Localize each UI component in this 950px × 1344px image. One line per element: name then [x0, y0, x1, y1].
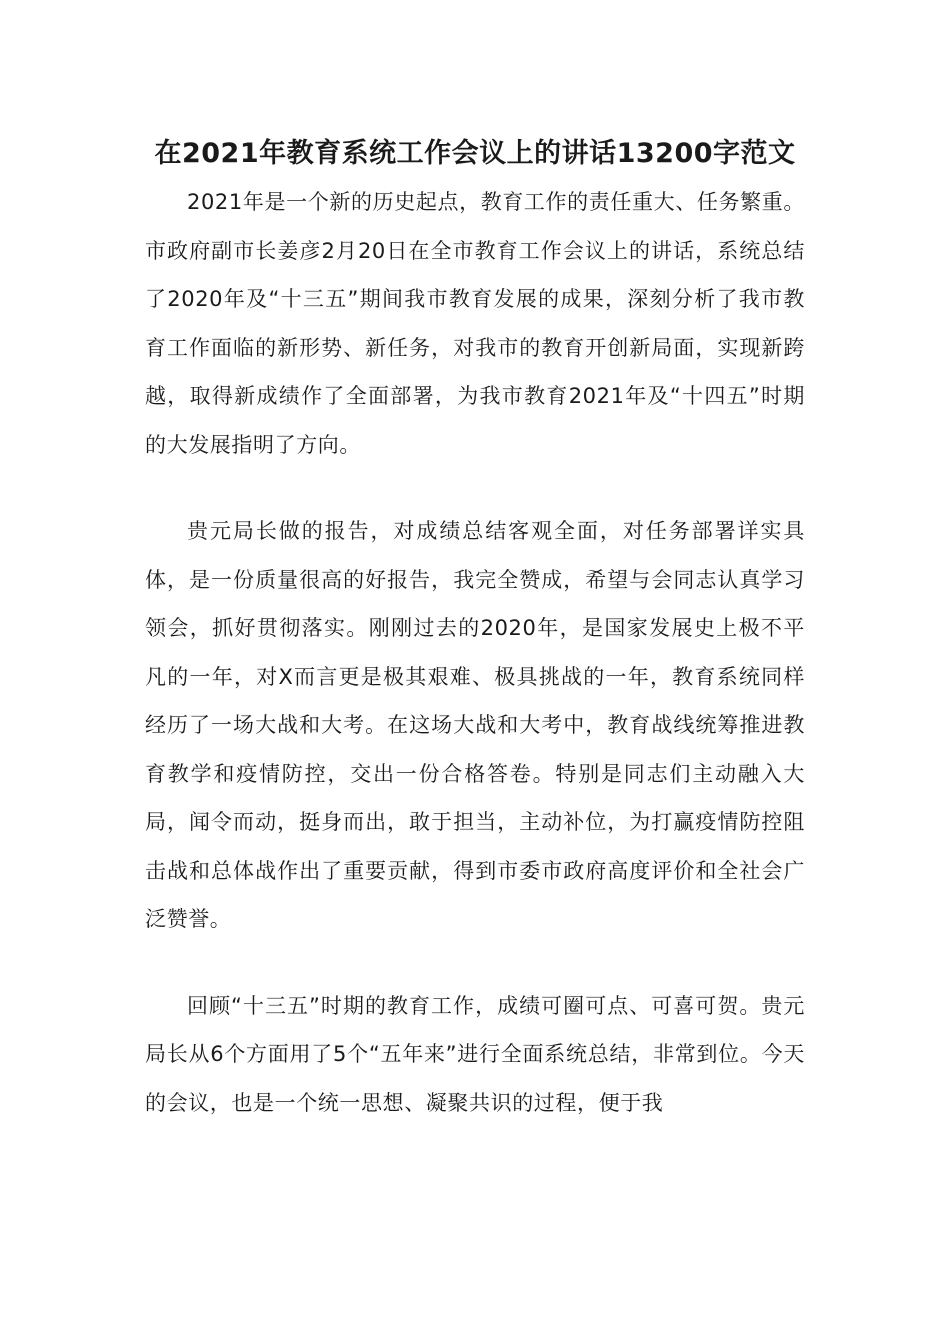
paragraph-2: 贵元局长做的报告，对成绩总结客观全面，对任务部署详实具体，是一份质量很高的好报告，我完全赞成，希望与会同志认真学习领会，抓好贯彻落实。刚刚过去的2020年，是国家发展史上极不平凡的一年，对X而言更是极其艰难、极具挑战的一年，教育系统同样经历了一场大战和大考。在这场大战和大考中，教育战线统筹推进教育教学和疫情防控，交出一份合格答卷。特别是同志们主动融入大局，闻令而动，挺身而出，敢于担当，主动补位，为打赢疫情防控阻击战和总体战作出了重要贡献，得到市委市政府高度评价和全社会广泛赞誉。 — [145, 519, 805, 931]
document-title: 在2021年教育系统工作会议上的讲话13200字范文 — [154, 138, 796, 169]
paragraph-1: 2021年是一个新的历史起点，教育工作的责任重大、任务繁重。市政府副市长姜彦2月20日在全市教育工作会议上的讲话，系统总结了2020年及“十三五”期间我市教育发展的成果，深刻分析了我市教育工作面临的新形势、新任务，对我市的教育开创新局面，实现新跨越，取得新成绩作了全面部署，为我市教育2021年及“十四五”时期的大发展指明了方向。 — [145, 190, 805, 457]
document-body — [145, 178, 805, 1127]
paragraph-3: 回顾“十三五”时期的教育工作，成绩可圈可点、可喜可贺。贵元局长从6个方面用了5个“五年来”进行全面系统总结，非常到位。今天的会议，也是一个统一思想、凝聚共识的过程，便于我 — [145, 993, 805, 1115]
